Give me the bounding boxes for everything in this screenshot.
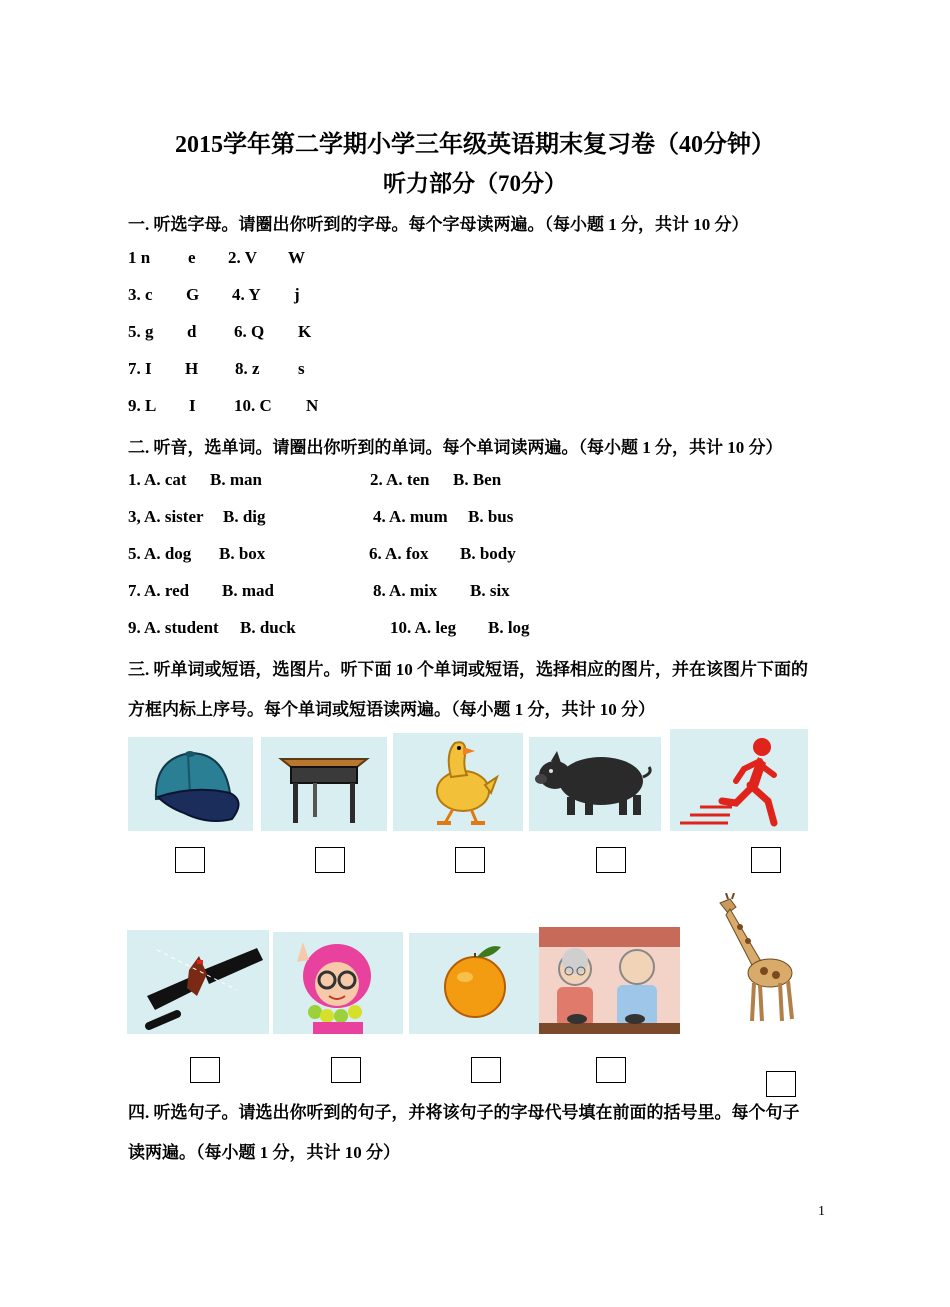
word-option[interactable]: 10. A. leg — [390, 618, 457, 637]
answer-box[interactable] — [751, 847, 781, 873]
answer-box[interactable] — [315, 847, 345, 873]
exam-subtitle: 听力部分（70分） — [383, 171, 567, 196]
pig-icon — [529, 737, 661, 831]
word-option[interactable]: 9. A. student — [128, 618, 219, 637]
letter-option[interactable]: 4. Y — [232, 285, 261, 304]
broken-ruler-icon — [127, 930, 269, 1034]
word-option[interactable]: 8. A. mix — [373, 581, 438, 600]
running-man-icon — [670, 729, 808, 831]
word-option[interactable]: B. six — [470, 581, 510, 600]
letter-option[interactable]: 7. I — [128, 359, 152, 378]
letter-option[interactable]: 3. c — [128, 285, 153, 304]
answer-box[interactable] — [190, 1057, 220, 1083]
letter-option[interactable]: I — [189, 396, 196, 415]
letter-option[interactable]: K — [298, 322, 312, 341]
letter-option[interactable]: 10. C — [234, 396, 272, 415]
section4-heading-line1: 四. 听选句子。请选出你听到的句子，并将该句子的字母代号填在前面的括号里。每个句子 — [128, 1103, 800, 1122]
exam-title: 2015学年第二学期小学三年级英语期末复习卷（40分钟） — [175, 132, 775, 158]
grandparents-icon — [539, 927, 680, 1034]
girl-with-glasses-icon — [273, 932, 403, 1034]
word-option[interactable]: 1. A. cat — [128, 470, 187, 489]
word-option[interactable]: 3, A. sister — [128, 507, 204, 526]
word-option[interactable]: 7. A. red — [128, 581, 190, 600]
word-option[interactable]: B. bus — [468, 507, 514, 526]
letter-option[interactable]: 1 n — [128, 248, 151, 267]
word-option[interactable]: 5. A. dog — [128, 544, 192, 563]
answer-box[interactable] — [596, 847, 626, 873]
letter-option[interactable]: 8. z — [235, 359, 260, 378]
word-option[interactable]: 4. A. mum — [373, 507, 448, 526]
letter-option[interactable]: j — [294, 285, 300, 304]
letter-option[interactable]: 5. g — [128, 322, 154, 341]
word-option[interactable]: B. duck — [240, 618, 296, 637]
answer-box[interactable] — [175, 847, 205, 873]
letter-option[interactable]: 9. L — [128, 396, 157, 415]
word-option[interactable]: B. Ben — [453, 470, 502, 489]
letter-option[interactable]: N — [306, 396, 319, 415]
orange-icon — [409, 933, 539, 1034]
duck-icon — [393, 733, 523, 831]
cap-icon — [128, 737, 253, 831]
letter-option[interactable]: W — [288, 248, 305, 267]
section2-heading: 二. 听音，选单词。请圈出你听到的单词。每个单词读两遍。（每小题 1 分，共计 10 分） — [128, 438, 783, 457]
answer-box[interactable] — [596, 1057, 626, 1083]
letter-option[interactable]: s — [298, 359, 305, 378]
letter-option[interactable]: e — [188, 248, 196, 267]
word-option[interactable]: 2. A. ten — [370, 470, 430, 489]
word-option[interactable]: B. box — [219, 544, 266, 563]
section1-heading: 一. 听选字母。请圈出你听到的字母。每个字母读两遍。（每小题 1 分，共计 10 分） — [128, 215, 749, 234]
answer-box[interactable] — [766, 1071, 796, 1097]
page-number: 1 — [818, 1204, 825, 1219]
giraffe-icon — [700, 893, 800, 1023]
section3-heading-line2: 方框内标上序号。每个单词或短语读两遍。（每小题 1 分，共计 10 分） — [128, 700, 655, 719]
answer-box[interactable] — [471, 1057, 501, 1083]
word-option[interactable]: B. body — [460, 544, 516, 563]
letter-option[interactable]: d — [187, 322, 197, 341]
section4-heading-line2: 读两遍。（每小题 1 分，共计 10 分） — [128, 1143, 400, 1162]
section3-heading-line1: 三. 听单词或短语，选图片。听下面 10 个单词或短语，选择相应的图片，并在该图片下面的 — [128, 660, 808, 679]
word-option[interactable]: B. log — [488, 618, 530, 637]
word-option[interactable]: B. mad — [222, 581, 274, 600]
letter-option[interactable]: 6. Q — [234, 322, 265, 341]
letter-option[interactable]: G — [186, 285, 200, 304]
word-option[interactable]: 6. A. fox — [369, 544, 429, 563]
letter-option[interactable]: 2. V — [228, 248, 257, 267]
desk-icon — [261, 737, 387, 831]
letter-option[interactable]: H — [185, 359, 199, 378]
answer-box[interactable] — [455, 847, 485, 873]
word-option[interactable]: B. man — [210, 470, 262, 489]
word-option[interactable]: B. dig — [223, 507, 266, 526]
answer-box[interactable] — [331, 1057, 361, 1083]
